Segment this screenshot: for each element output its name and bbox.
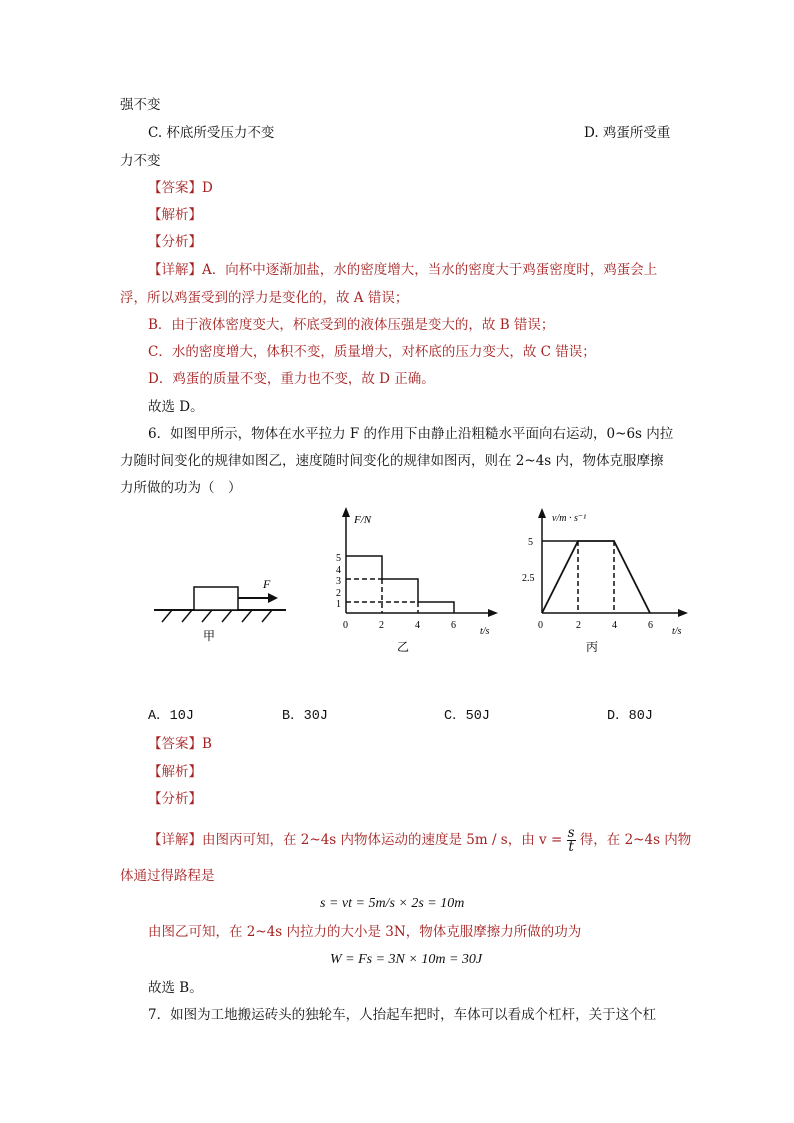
q6-option-c: C．50J: [444, 709, 490, 724]
x-tick: 6: [648, 620, 653, 631]
q6-detail-line3: 由图乙可知，在 2~4s 内拉力的大小是 3N，物体克服摩擦力所做的功为: [148, 924, 582, 940]
q5-tail-line: 强不变: [120, 97, 161, 113]
q6-stem-line1: 6．如图甲所示，物体在水平拉力 F 的作用下由静止沿粗糙水平面向右运动，0~6s 内拉: [148, 426, 674, 442]
q6-detail-line1: [148, 827, 691, 854]
q6-equation-work: W = Fs = 3N × 10m = 30J: [330, 952, 483, 967]
detail-text: A．向杯中逐渐加盐，水的密度增大，当水的密度大于鸡蛋密度时，鸡蛋会上: [202, 262, 658, 278]
q5-detail-a2: 浮，所以鸡蛋受到的浮力是变化的，故 A 错误；: [120, 290, 409, 306]
y-tick-labels: [336, 553, 341, 610]
q6-option-a: A．10J: [148, 709, 194, 724]
guide-dashes: [346, 579, 418, 613]
q5-option-d: D. 鸡蛋所受重: [584, 125, 671, 141]
answer-label: 【答案】: [148, 736, 202, 752]
y-tick: 2: [336, 588, 341, 599]
q6-option-b: B．30J: [282, 709, 328, 724]
x-tick: 4: [415, 620, 420, 631]
y-tick: 5: [336, 553, 341, 564]
x-tick: 4: [612, 620, 617, 631]
x-tick-labels: [343, 620, 456, 631]
y-tick: 4: [336, 565, 341, 576]
detail-label: 【详解】: [148, 832, 202, 848]
force-label: F: [263, 577, 271, 591]
x-axis-label: t/s: [672, 626, 682, 637]
q6-stem-line2: 力随时间变化的规律如图乙，速度随时间变化的规律如图丙，则在 2~4s 内，物体克服摩擦: [120, 453, 664, 469]
x-tick: 0: [538, 620, 543, 631]
x-arrow-icon: [488, 609, 498, 617]
force-curve: [346, 556, 454, 613]
y-tick: 2.5: [522, 573, 535, 584]
answer-value: B: [202, 736, 212, 752]
q6-answer: [148, 735, 212, 753]
block: [194, 587, 238, 610]
figure-caption: 乙: [397, 640, 410, 654]
y-axis-label: v/m · s⁻¹: [552, 513, 587, 524]
q6-stem-line3: 力所做的功为（ ）: [120, 480, 242, 496]
arrow-head-icon: [268, 593, 278, 603]
q5-detail-b: B．由于液体密度变大，杯底受到的液体压强是变大的，故 B 错误；: [148, 317, 555, 333]
answer-value: D: [202, 180, 213, 196]
x-tick: 0: [343, 620, 348, 631]
q5-option-d-tail: 力不变: [120, 153, 161, 169]
q6-analysis-label: 【解析】: [148, 764, 202, 780]
q6-detail-line2: 体通过得路程是: [120, 868, 215, 884]
velocity-curve: [542, 541, 650, 613]
y-arrow-icon: [538, 508, 546, 518]
q5-detail-d: D．鸡蛋的质量不变，重力也不变，故 D 正确。: [148, 371, 435, 387]
figure-caption: 丙: [586, 640, 599, 654]
velocity-fraction: [567, 827, 576, 854]
detail-label: 【详解】: [148, 262, 202, 278]
q5-analysis-label: 【解析】: [148, 207, 202, 223]
q5-choose: 故选 D。: [148, 399, 204, 415]
frac-numerator: s: [567, 825, 575, 841]
x-tick-labels: [538, 620, 653, 631]
frac-denominator: t: [568, 839, 574, 855]
q5-detail-c: C．水的密度增大，体积不变，质量增大，对杯底的压力变大，故 C 错误；: [148, 344, 596, 360]
figure-jia: [150, 570, 290, 650]
y-tick: 3: [336, 576, 341, 587]
q5-fenxi-label: 【分析】: [148, 234, 202, 250]
ground-hatch: [162, 610, 272, 622]
x-tick: 2: [379, 620, 384, 631]
x-tick: 2: [576, 620, 581, 631]
answer-label: 【答案】: [148, 180, 202, 196]
q5-option-c: C. 杯底所受压力不变: [148, 125, 275, 141]
q7-stem-line1: 7．如图为工地搬运砖头的独轮车，人抬起车把时，车体可以看成个杠杆，关于这个杠: [148, 1007, 657, 1023]
detail-pre: 由图丙可知，在 2~4s 内物体运动的速度是 5m / s，由 v =: [202, 832, 567, 848]
figure-bing: [520, 505, 695, 660]
x-arrow-icon: [678, 609, 688, 617]
q6-option-d: D．80J: [607, 709, 653, 724]
q6-choose: 故选 B。: [148, 980, 203, 996]
y-tick: 5: [528, 537, 533, 548]
x-axis-label: t/s: [480, 626, 490, 637]
x-tick: 6: [451, 620, 456, 631]
figure-yi: [330, 505, 505, 660]
y-axis-label: F/N: [354, 514, 372, 526]
guide-dashes: [578, 541, 614, 613]
detail-post: 得，在 2~4s 内物: [575, 832, 692, 848]
figure-caption: 甲: [203, 629, 216, 643]
q5-answer: [148, 179, 213, 197]
y-arrow-icon: [342, 507, 350, 517]
q6-fenxi-label: 【分析】: [148, 791, 202, 807]
y-tick: 1: [336, 599, 341, 610]
q6-equation-distance: s = vt = 5m/s × 2s = 10m: [320, 896, 465, 911]
q5-detail-a1: [148, 261, 657, 279]
